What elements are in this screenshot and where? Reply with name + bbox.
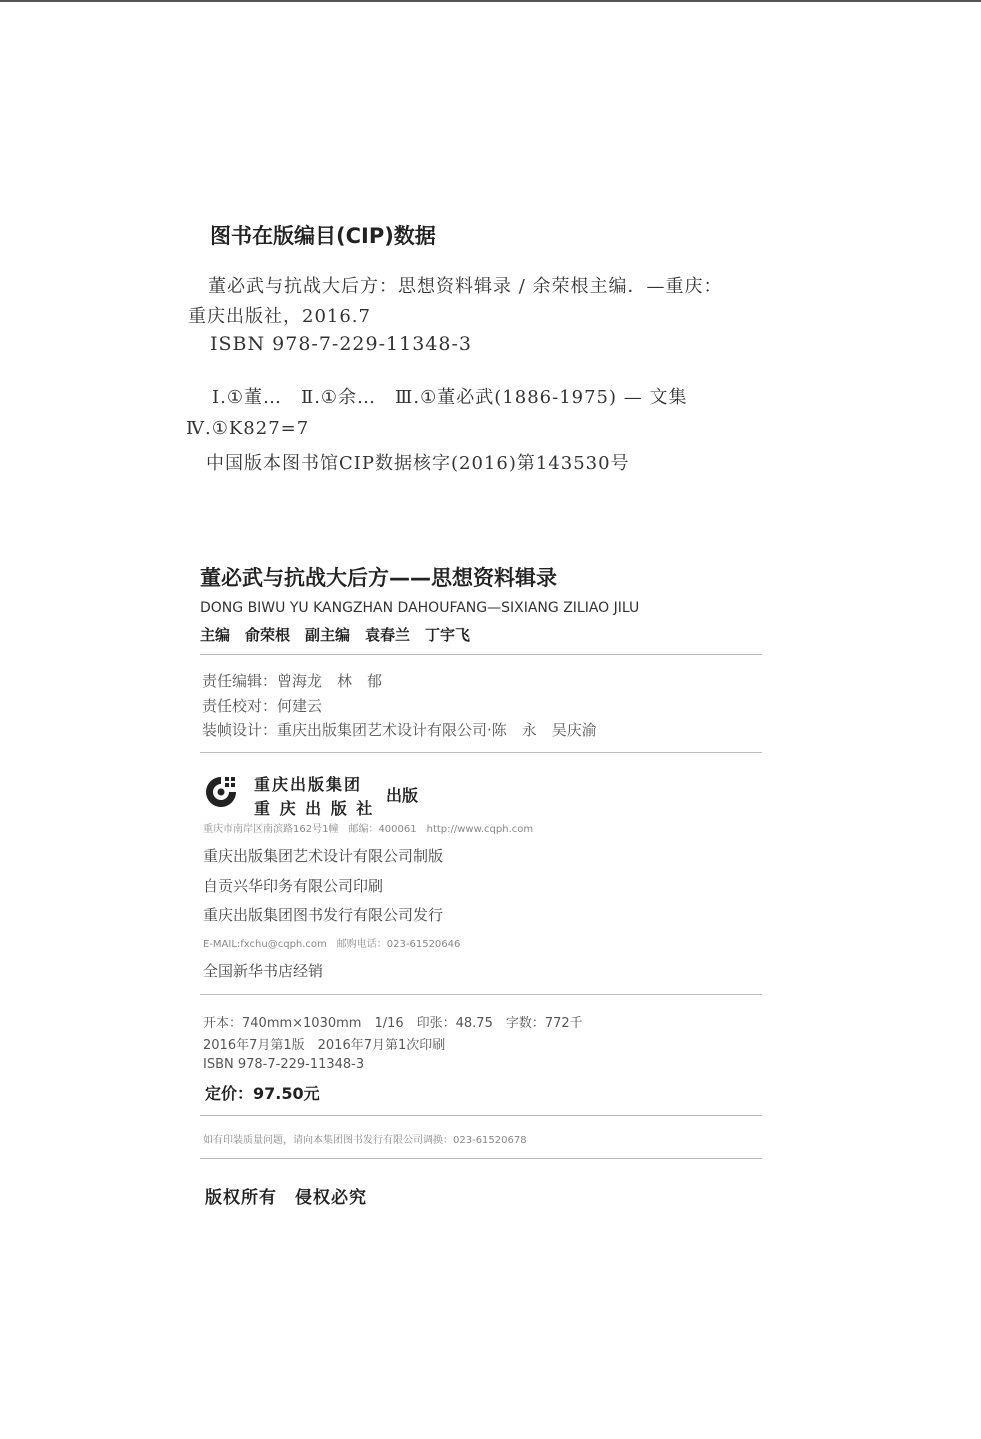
cip-classification-1: Ⅰ.①董… Ⅱ.①余… Ⅲ.①董必武(1886-1975) — 文集 <box>212 387 688 408</box>
cip-record: 中国版本图书馆CIP数据核字(2016)第143530号 <box>206 453 630 474</box>
divider <box>200 654 762 655</box>
cip-line-1: 董必武与抗战大后方：思想资料辑录 / 余荣根主编．—重庆： <box>208 276 723 297</box>
book-edition: 2016年7月第1版 2016年7月第1次印刷 <box>203 1038 446 1053</box>
divider <box>200 1115 762 1116</box>
contact-info: E-MAIL:fxchu@cqph.com 邮购电话：023-61520646 <box>203 939 461 950</box>
divider <box>200 752 762 753</box>
cip-heading: 图书在版编目(CIP)数据 <box>210 224 436 248</box>
printer: 自贡兴华印务有限公司印刷 <box>203 877 384 895</box>
divider <box>200 994 762 995</box>
book-format: 开本：740mm×1030mm 1/16 印张：48.75 字数：772千 <box>203 1016 583 1031</box>
plate-maker: 重庆出版集团艺术设计有限公司制版 <box>203 847 444 865</box>
distributor: 重庆出版集团图书发行有限公司发行 <box>203 906 444 924</box>
quality-notice: 如有印装质量问题，请向本集团图书发行有限公司调换：023-61520678 <box>203 1135 527 1146</box>
cip-classification-2: Ⅳ.①K827=7 <box>186 418 310 439</box>
book-title-cn: 董必武与抗战大后方——思想资料辑录 <box>200 566 557 590</box>
publisher-house-name: 重 庆 出 版 社 <box>254 799 375 818</box>
publisher-group-name: 重庆出版集团 <box>254 775 363 794</box>
publisher-logo-icon <box>203 774 239 810</box>
seller: 全国新华书店经销 <box>203 962 324 980</box>
publisher-suffix: 出版 <box>386 786 419 805</box>
book-price: 定价：97.50元 <box>205 1084 320 1103</box>
book-editors: 主编 俞荣根 副主编 袁春兰 丁宇飞 <box>200 626 471 644</box>
book-isbn: ISBN 978-7-229-11348-3 <box>203 1057 365 1072</box>
copyright-notice: 版权所有 侵权必究 <box>205 1188 367 1208</box>
responsible-proofreader: 责任校对：何建云 <box>202 697 323 715</box>
top-border <box>0 0 981 2</box>
cip-line-2: 重庆出版社，2016.7 <box>188 306 371 327</box>
divider <box>200 1158 762 1159</box>
cip-isbn: ISBN 978-7-229-11348-3 <box>210 333 472 355</box>
book-title-en: DONG BIWU YU KANGZHAN DAHOUFANG—SIXIANG ZILIAO JILU <box>200 600 640 616</box>
cover-designer: 装帧设计：重庆出版集团艺术设计有限公司·陈 永 吴庆渝 <box>202 721 597 739</box>
publisher-address: 重庆市南岸区南滨路162号1幢 邮编：400061 http://www.cqph.com <box>203 824 534 835</box>
responsible-editor: 责任编辑：曾海龙 林 郁 <box>202 672 383 690</box>
